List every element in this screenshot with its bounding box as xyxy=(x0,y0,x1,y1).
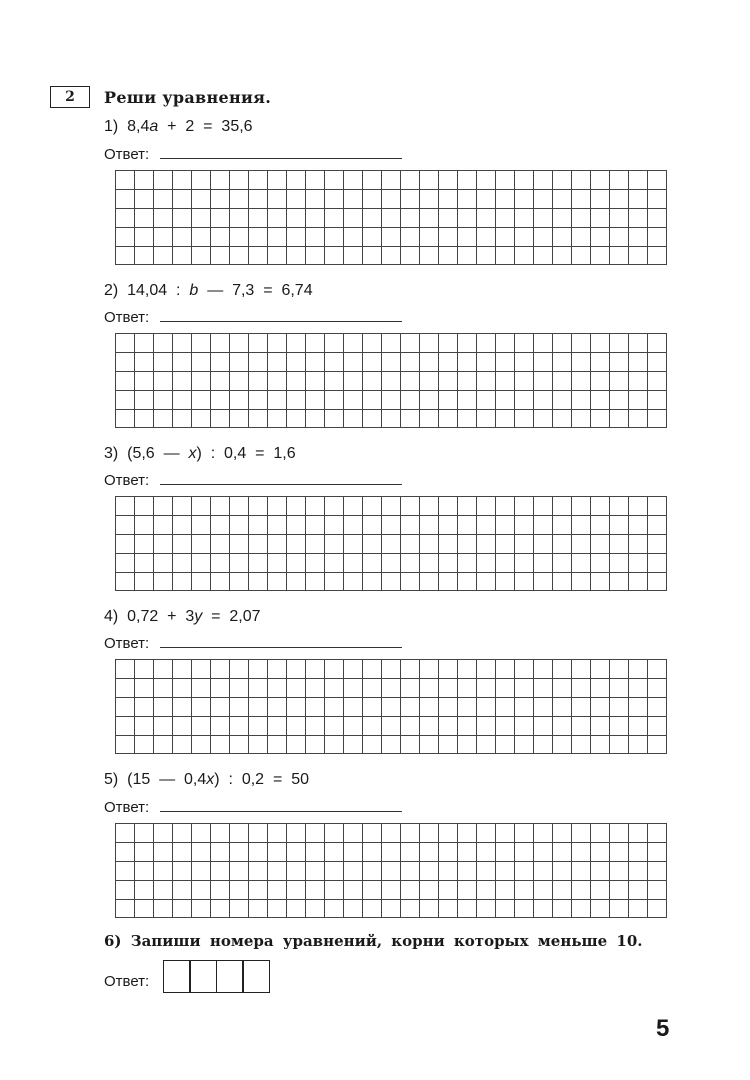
equation-1: 1) 8,4a + 2 = 35,6 xyxy=(104,118,253,135)
answer-label-1: Ответ: xyxy=(104,146,150,163)
answer-line-4[interactable] xyxy=(160,647,402,648)
answer-box[interactable] xyxy=(189,960,217,993)
answer-line-5[interactable] xyxy=(160,811,402,812)
equation-3: 3) (5,6 — x) : 0,4 = 1,6 xyxy=(104,445,296,462)
answer-box[interactable] xyxy=(163,960,191,993)
equation-4: 4) 0,72 + 3y = 2,07 xyxy=(104,608,261,625)
work-grid-2[interactable] xyxy=(115,333,667,428)
task-title: Реши уравнения. xyxy=(104,88,272,107)
answer-label-2: Ответ: xyxy=(104,309,150,326)
work-grid-3[interactable] xyxy=(115,496,667,591)
answer-line-2[interactable] xyxy=(160,321,402,322)
answer-label-6: Ответ: xyxy=(104,973,150,990)
page-number: 5 xyxy=(656,1015,670,1042)
answer-box[interactable] xyxy=(216,960,244,993)
question-6: 6) Запиши номера уравнений, корни которых меньше 10. xyxy=(104,932,643,950)
work-grid-4[interactable] xyxy=(115,659,667,754)
task-number-box xyxy=(50,86,90,108)
answer-6-boxes xyxy=(164,960,270,993)
answer-label-3: Ответ: xyxy=(104,472,150,489)
equation-5: 5) (15 — 0,4x) : 0,2 = 50 xyxy=(104,771,309,788)
work-grid-1[interactable] xyxy=(115,170,667,265)
task-number: 2 xyxy=(65,89,75,105)
answer-line-3[interactable] xyxy=(160,484,402,485)
answer-label-4: Ответ: xyxy=(104,635,150,652)
work-grid-5[interactable] xyxy=(115,823,667,918)
equation-2: 2) 14,04 : b — 7,3 = 6,74 xyxy=(104,282,313,299)
answer-label-5: Ответ: xyxy=(104,799,150,816)
answer-box[interactable] xyxy=(242,960,270,993)
answer-line-1[interactable] xyxy=(160,158,402,159)
